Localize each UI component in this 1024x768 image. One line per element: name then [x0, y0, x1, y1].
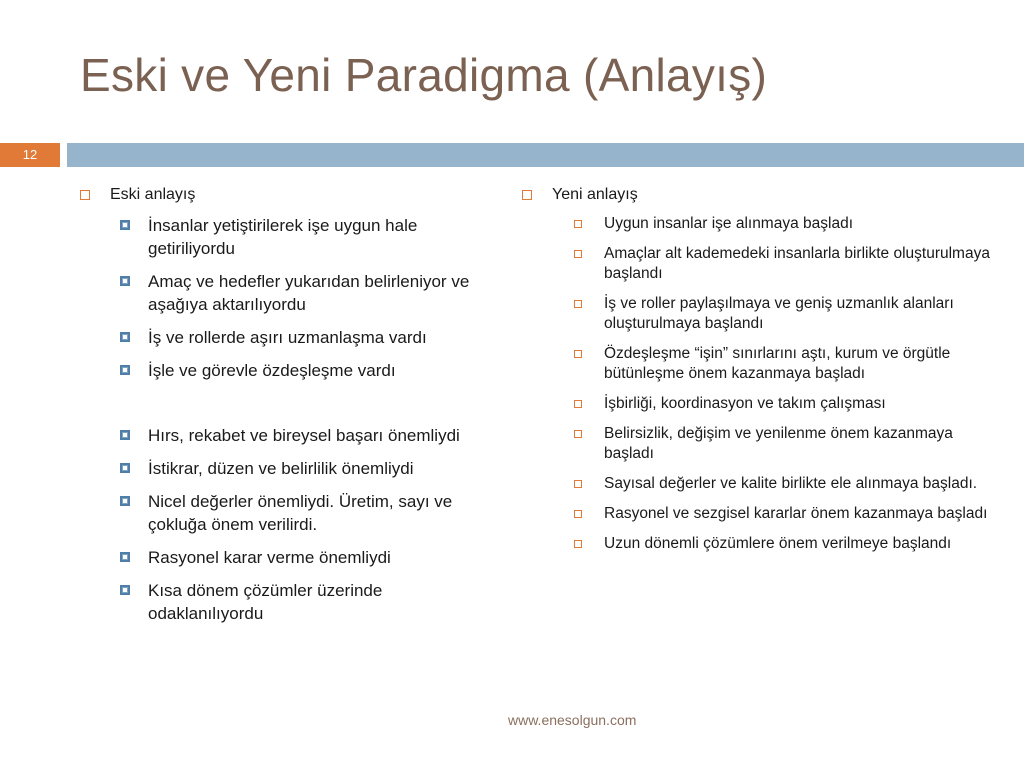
list-item-text: Sayısal değerler ve kalite birlikte ele alınmaya başladı. — [604, 475, 978, 492]
list-item-text: İnsanlar yetiştirilerek işe uygun hale getiriliyordu — [148, 216, 418, 258]
list-item-text: İş ve rollerde aşırı uzmanlaşma vardı — [148, 328, 427, 347]
list-item — [574, 214, 992, 234]
new-paradigm-heading — [522, 186, 992, 204]
square-bullet-icon — [120, 220, 130, 230]
square-bullet-icon — [574, 540, 582, 548]
list-item-text: İş ve roller paylaşılmaya ve geniş uzmanlık alanları oluşturulmaya başlandı — [604, 295, 954, 332]
spacer — [80, 392, 500, 424]
square-bullet-icon — [574, 400, 582, 408]
list-item-text: Rasyonel ve sezgisel kararlar önem kazanmaya başladı — [604, 505, 988, 522]
footer-website: www.enesolgun.com — [508, 712, 637, 728]
list-item — [120, 490, 500, 536]
list-item — [120, 579, 500, 625]
square-bullet-icon — [574, 250, 582, 258]
list-item — [574, 504, 992, 524]
old-paradigm-heading-text: Eski anlayış — [110, 186, 196, 203]
square-bullet-icon — [120, 276, 130, 286]
square-bullet-icon — [574, 480, 582, 488]
list-item-text: Hırs, rekabet ve bireysel başarı önemliydi — [148, 426, 460, 445]
list-item-text: Özdeşleşme “işin” sınırlarını aştı, kurum ve örgütle bütünleşme önem kazanmaya başladı — [604, 345, 951, 382]
list-item-text: Kısa dönem çözümler üzerinde odaklanılıyordu — [148, 581, 383, 623]
list-item — [120, 359, 500, 382]
list-item-text: Amaçlar alt kademedeki insanlarla birlikte oluşturulmaya başlandı — [604, 245, 990, 282]
square-bullet-icon — [574, 430, 582, 438]
square-bullet-icon — [120, 430, 130, 440]
list-item — [574, 534, 992, 554]
list-item-text: İşle ve görevle özdeşleşme vardı — [148, 361, 396, 380]
list-item — [574, 344, 992, 384]
square-bullet-icon — [120, 496, 130, 506]
list-item — [574, 244, 992, 284]
square-bullet-icon — [120, 585, 130, 595]
list-item — [120, 270, 500, 316]
list-item — [574, 394, 992, 414]
list-item — [120, 457, 500, 480]
square-bullet-icon — [120, 365, 130, 375]
list-item-text: Uygun insanlar işe alınmaya başladı — [604, 215, 853, 232]
list-item — [574, 294, 992, 334]
square-bullet-icon — [574, 350, 582, 358]
list-item-text: Rasyonel karar verme önemliydi — [148, 548, 391, 567]
old-paradigm-column — [80, 186, 500, 635]
square-bullet-icon — [120, 332, 130, 342]
list-item — [574, 424, 992, 464]
list-item-text: İşbirliği, koordinasyon ve takım çalışması — [604, 395, 886, 412]
list-item-text: Amaç ve hedefler yukarıdan belirleniyor ve aşağıya aktarılıyordu — [148, 272, 470, 314]
old-paradigm-list-a — [80, 214, 500, 382]
list-item-text: Nicel değerler önemliydi. Üretim, sayı ve çokluğa önem verilirdi. — [148, 492, 453, 534]
square-bullet-icon — [120, 463, 130, 473]
square-bullet-icon — [120, 552, 130, 562]
list-item — [120, 546, 500, 569]
old-paradigm-list-b — [80, 424, 500, 625]
square-bullet-icon — [574, 220, 582, 228]
slide-number: 12 — [0, 143, 60, 167]
new-paradigm-column — [522, 186, 992, 564]
list-item — [120, 214, 500, 260]
square-bullet-icon — [574, 300, 582, 308]
new-paradigm-heading-text: Yeni anlayış — [552, 186, 638, 203]
list-item-text: Belirsizlik, değişim ve yenilenme önem kazanmaya başladı — [604, 425, 953, 462]
list-item — [574, 474, 992, 494]
old-paradigm-heading — [80, 186, 500, 204]
new-paradigm-list — [522, 214, 992, 554]
slide-title: Eski ve Yeni Paradigma (Anlayış) — [80, 49, 768, 101]
list-item-text: İstikrar, düzen ve belirlilik önemliydi — [148, 459, 414, 478]
square-bullet-icon — [574, 510, 582, 518]
list-item-text: Uzun dönemli çözümlere önem verilmeye başlandı — [604, 535, 952, 552]
list-item — [120, 424, 500, 447]
square-bullet-icon — [80, 190, 90, 200]
header-bar — [67, 143, 1024, 167]
list-item — [120, 326, 500, 349]
square-bullet-icon — [522, 190, 532, 200]
